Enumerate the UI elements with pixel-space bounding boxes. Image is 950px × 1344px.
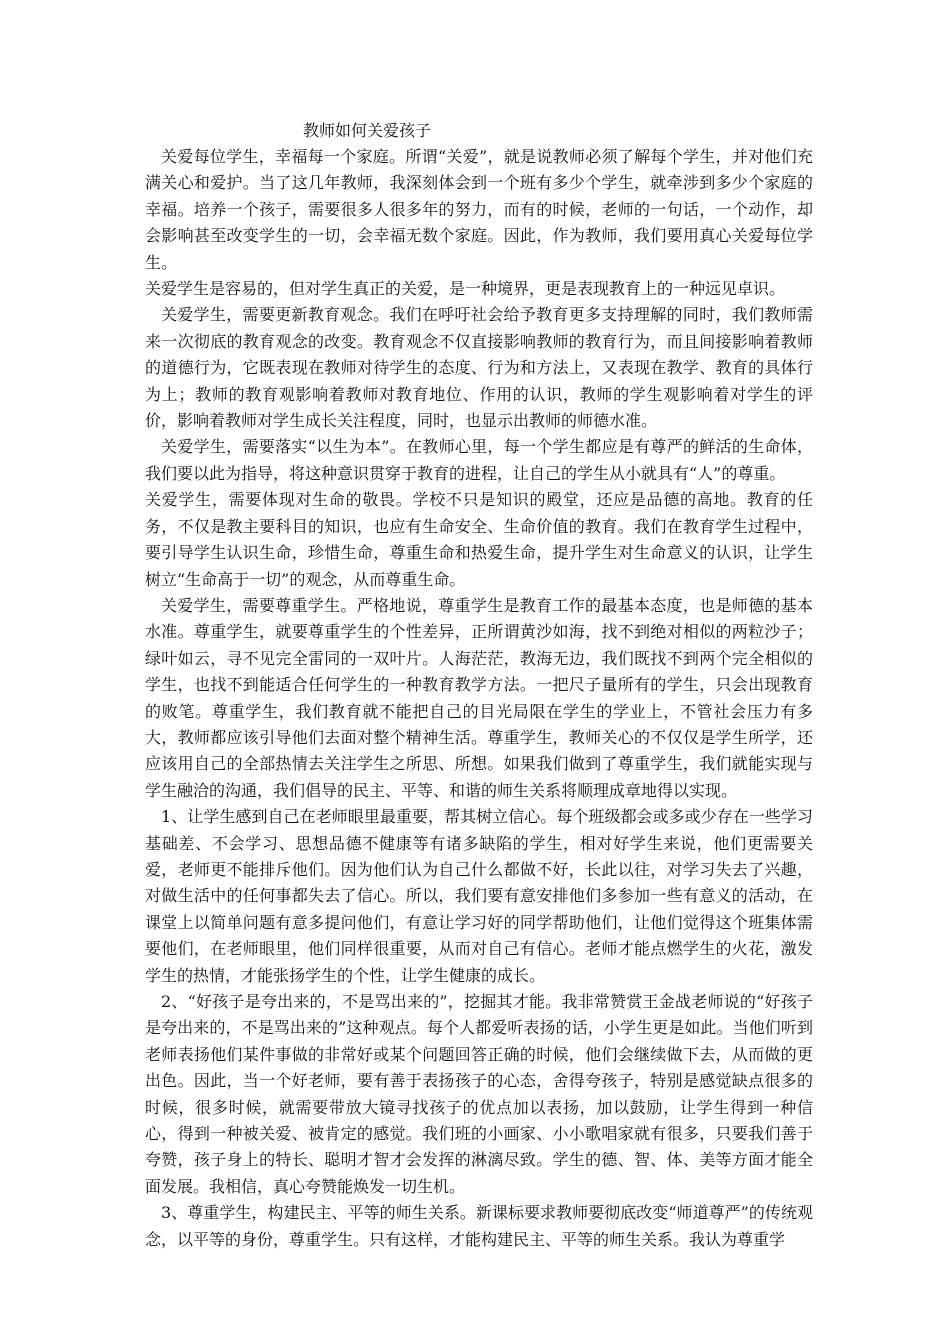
body-paragraph: 关爱学生，需要更新教育观念。我们在呼吁社会给予教育更多支持理解的同时，我们教师需来一次彻底的教育观念的改变。教育观念不仅直接影响教师的教育行为，而且间接影响着教师的道德行为，它既表现在教师对待学生的态度、行为和方法上，又表现在教学、教育的具体行为上；教师的教育观影响着教师对教育地位、作用的认识，教师的学生观影响着对学生的评价，影响着教师对学生成长关注程度，同时，也显示出教师的师德水准。 — [145, 305, 813, 431]
body-paragraph: 关爱学生，需要体现对生命的敬畏。学校不只是知识的殿堂，还应是品德的高地。教育的任务，不仅是教主要科目的知识，也应有生命安全、生命价值的教育。我们在教育学生过程中，要引导学生认识生命，珍惜生命，尊重生命和热爱生命，提升学生对生命意义的认识，让学生树立“生命高于一切”的观念，从而尊重生命。 — [145, 490, 813, 589]
body-paragraph: 关爱学生是容易的，但对学生真正的关爱，是一种境界，更是表现教育上的一种远见卓识。 — [145, 279, 786, 299]
body-paragraph: 1、让学生感到自己在老师眼里最重要，帮其树立信心。每个班级都会或多或少存在一些学习基础差、不会学习、思想品德不健康等有诸多缺陷的学生，相对好学生来说，他们更需要关爱，老师更不能排斥他们。因为他们认为自己什么都做不好，长此以往，对学习失去了兴趣，对做生活中的任何事都失去了信心。所以，我们要有意安排他们多参加一些有意义的活动，在课堂上以简单问题有意多提问他们，有意让学习好的同学帮助他们，让他们觉得这个班集体需要他们，在老师眼里，他们同样很重要，从而对自己有信心。老师才能点燃学生的火花，激发学生的热情，才能张扬学生的个性，让学生健康的成长。 — [145, 807, 813, 985]
document-title: 教师如何关爱孩子 — [303, 121, 432, 140]
document-body — [145, 144, 813, 1253]
body-paragraph: 3、尊重学生，构建民主、平等的师生关系。新课标要求教师要彻底改变“师道尊严”的传统观念，以平等的身份，尊重学生。只有这样，才能构建民主、平等的师生关系。我认为尊重学 — [145, 1203, 813, 1249]
body-paragraph: 关爱每位学生，幸福每一个家庭。所谓“关爱”，就是说教师必须了解每个学生，并对他们充满关心和爱护。当了这几年教师，我深刻体会到一个班有多少个学生，就牵涉到多少个家庭的幸福。培养一个孩子，需要很多人很多年的努力，而有的时候，老师的一句话，一个动作，却会影响甚至改变学生的一切，会幸福无数个家庭。因此，作为教师，我们要用真心关爱每位学生。 — [145, 147, 813, 272]
document-page — [145, 118, 813, 1253]
body-paragraph: 2、“好孩子是夸出来的，不是骂出来的”，挖掘其才能。我非常赞赏王金战老师说的“好孩子是夸出来的，不是骂出来的”这种观点。每个人都爱听表扬的话，小学生更是如此。当他们听到老师表扬他们某件事做的非常好或某个问题回答正确的时候，他们会继续做下去，从而做的更出色。因此，当一个好老师，要有善于表扬孩子的心态，舍得夸孩子，特别是感觉缺点很多的时候，很多时候，就需要带放大镜寻找孩子的优点加以表扬，加以鼓励，让学生得到一种信心，得到一种被关爱、被肯定的感觉。我们班的小画家、小小歌唱家就有很多，只要我们善于夸赞，孩子身上的特长、聪明才智才会发挥的淋漓尽致。学生的德、智、体、美等方面才能全面发展。我相信，真心夸赞能焕发一切生机。 — [145, 992, 813, 1196]
body-paragraph: 关爱学生，需要尊重学生。严格地说，尊重学生是教育工作的最基本态度，也是师德的基本水准。尊重学生，就要尊重学生的个性差异，正所谓黄沙如海，找不到绝对相似的两粒沙子；绿叶如云，寻不见完全雷同的一双叶片。人海茫茫，教海无边，我们既找不到两个完全相似的学生，也找不到能适合任何学生的一种教育教学方法。一把尺子量所有的学生，只会出现教育的败笔。尊重学生，我们教育就不能把自己的目光局限在学生的学业上，不管社会压力有多大，教师都应该引导他们去面对整个精神生活。尊重学生，教师关心的不仅仅是学生所学，还应该用自己的全部热情去关注学生之所思、所想。如果我们做到了尊重学生，我们就能实现与学生融洽的沟通，我们倡导的民主、平等、和谐的师生关系将顺理成章地得以实现。 — [145, 595, 813, 800]
body-paragraph: 关爱学生，需要落实“以生为本”。在教师心里，每一个学生都应是有尊严的鲜活的生命体，我们要以此为指导，将这种意识贯穿于教育的进程，让自己的学生从小就具有“人”的尊重。 — [145, 437, 813, 483]
